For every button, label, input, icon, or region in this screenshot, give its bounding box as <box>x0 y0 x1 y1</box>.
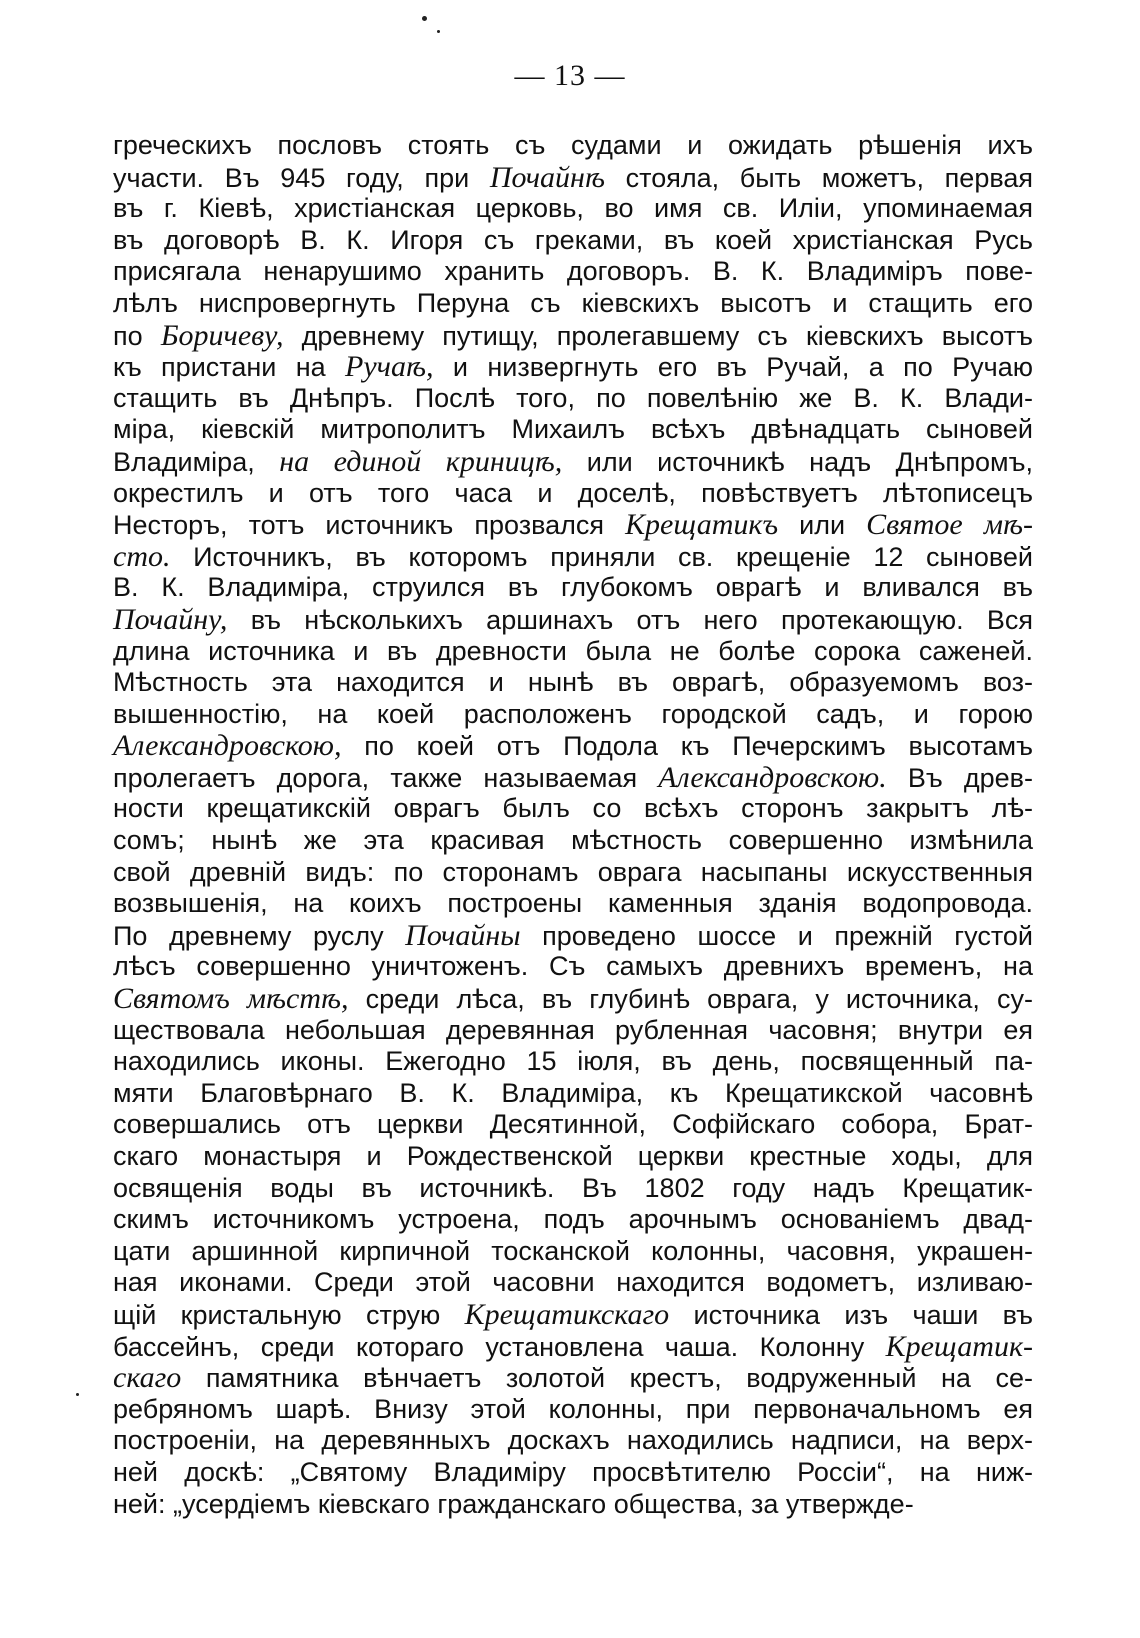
text-segment: памятника вѣнчаетъ золотой крестъ, водруженный на се- <box>181 1363 1033 1394</box>
text-line <box>113 478 1033 510</box>
text-segment: бассейнъ, среди котораго установлена чаша. Колонну <box>113 1331 886 1362</box>
text-line <box>113 888 1033 920</box>
text-line <box>113 1204 1033 1236</box>
text-line <box>113 730 1033 762</box>
text-line <box>113 1015 1033 1047</box>
text-segment: По древнему руслу <box>113 920 406 951</box>
text-segment: присягала ненарушимо хранить договоръ. В. К. Владиміръ пове- <box>113 256 1033 287</box>
text-segment: міра, кіевскій митрополитъ Михаилъ всѣхъ двѣнадцать сыновей <box>113 414 1033 445</box>
text-line <box>113 983 1033 1015</box>
text-segment: стащить въ Днѣпръ. Послѣ того, по повелѣнію же В. К. Влади- <box>113 382 1033 413</box>
text-segment: возвышенія, на коихъ построены каменныя зданія водопровода. <box>113 888 1033 919</box>
text-line <box>113 446 1033 478</box>
text-segment: стояла, быть можетъ, первая <box>604 162 1034 193</box>
italic-term: Святомъ мѣстѣ, <box>113 982 349 1016</box>
text-segment: древнему путищу, пролегавшему съ кіевскихъ высотъ <box>283 320 1033 351</box>
text-segment: ней доскѣ: „Святому Владиміру просвѣтителю Россіи“, на ниж- <box>113 1456 1033 1487</box>
text-line <box>113 1362 1033 1394</box>
text-line <box>113 1457 1033 1489</box>
text-segment: въ нѣсколькихъ аршинахъ отъ него протекающую. Вся <box>227 604 1033 635</box>
text-segment: въ г. Кіевѣ, христіанская церковь, во имя св. Иліи, упоминаемая <box>113 193 1033 224</box>
text-line <box>113 1141 1033 1173</box>
text-line <box>113 572 1033 604</box>
text-line <box>113 636 1033 668</box>
text-segment: участи. Въ 945 году, при <box>113 162 490 193</box>
italic-term: скаго <box>113 1361 182 1395</box>
text-segment: Мѣстность эта находится и нынѣ въ оврагѣ, образуемомъ воз- <box>113 667 1033 698</box>
text-line <box>113 1046 1033 1078</box>
text-segment: по <box>113 320 161 351</box>
text-segment: свой древній видъ: по сторонамъ оврага насыпаны искусственныя <box>113 856 1033 887</box>
italic-term: Крещатикъ <box>625 508 779 542</box>
text-line <box>113 1489 1033 1521</box>
text-line <box>113 320 1033 352</box>
text-line <box>113 1109 1033 1141</box>
italic-term: Александровскою. <box>658 760 887 794</box>
text-line <box>113 1173 1033 1205</box>
text-line <box>113 699 1033 731</box>
scan-speck <box>437 30 440 33</box>
italic-term: на единой криницѣ, <box>279 444 563 478</box>
text-line <box>113 288 1033 320</box>
scan-speck <box>422 16 427 21</box>
text-segment: скаго монастыря и Рождественской церкви крестные ходы, для <box>113 1141 1033 1171</box>
text-segment: пролегаетъ дорога, также называемая <box>113 762 659 793</box>
italic-term: сто. <box>113 539 171 573</box>
text-line <box>113 225 1033 257</box>
text-segment: мяти Благовѣрнаго В. К. Владиміра, къ Крещатикской часовнѣ <box>113 1077 1033 1108</box>
text-segment: или источникѣ надъ Днѣпромъ, <box>562 446 1033 477</box>
text-segment: цати аршинной кирпичной тосканской колонны, часовня, украшен- <box>113 1235 1033 1266</box>
text-line <box>113 857 1033 889</box>
text-segment: ности крещатикскій оврагъ былъ со всѣхъ сторонъ закрытъ лѣ- <box>113 793 1033 824</box>
text-segment: совершались отъ церкви Десятинной, Софійскаго собора, Брат- <box>113 1109 1033 1140</box>
text-segment: лѣсъ совершенно уничтоженъ. Съ самыхъ древнихъ временъ, на <box>113 951 1033 982</box>
text-segment: проведено шоссе и прежній густой <box>520 920 1033 951</box>
italic-term: Почайны <box>405 918 521 952</box>
text-line <box>113 1331 1033 1363</box>
text-line <box>113 1236 1033 1268</box>
italic-term: Ручаѣ, <box>345 350 434 384</box>
text-segment: ней: „усердіемъ кіевскаго гражданскаго общества, за утвержде- <box>113 1488 914 1519</box>
text-line <box>113 414 1033 446</box>
body-text <box>113 130 1033 1520</box>
text-line <box>113 351 1033 383</box>
text-segment: сомъ; нынѣ же эта красивая мѣстность совершенно измѣнила <box>113 825 1033 856</box>
text-segment: окрестилъ и отъ того часа и доселѣ, повѣствуетъ лѣтописецъ <box>113 477 1033 508</box>
text-segment: Источникъ, въ которомъ приняли св. крещеніе 12 сыновей <box>170 541 1033 572</box>
text-line <box>113 825 1033 857</box>
text-line <box>113 130 1033 162</box>
italic-term: Святое мѣ- <box>866 508 1033 542</box>
italic-term: Крещатик- <box>885 1329 1033 1363</box>
page-number: — 13 — <box>514 59 626 92</box>
text-segment: Въ древ- <box>886 762 1033 793</box>
text-segment: или <box>778 510 867 541</box>
text-line <box>113 793 1033 825</box>
text-segment: ществовала небольшая деревянная рубленная часовня; внутри ея <box>113 1014 1033 1045</box>
text-line <box>113 193 1033 225</box>
text-segment: и низвергнуть его въ Ручай, а по Ручаю <box>433 352 1033 383</box>
text-segment: находились иконы. Ежегодно 15 іюля, въ день, посвященный па- <box>113 1046 1033 1077</box>
text-segment: вышенностію, на коей расположенъ городской садъ, и горою <box>113 698 1033 729</box>
italic-term: Почайну, <box>113 602 228 636</box>
text-segment: по коей отъ Подола къ Печерскимъ высотамъ <box>341 731 1033 762</box>
text-line <box>113 383 1033 415</box>
text-line <box>113 1425 1033 1457</box>
text-segment: греческихъ пословъ стоять съ судами и ожидать рѣшенія ихъ <box>113 130 1033 160</box>
text-segment: источника изъ чаши въ <box>669 1299 1033 1330</box>
scan-speck <box>76 1393 79 1396</box>
text-segment: среди лѣса, въ глубинѣ оврага, у источника, су- <box>348 984 1033 1015</box>
text-line <box>113 1394 1033 1426</box>
text-segment: лѣлъ ниспровергнуть Перуна съ кіевскихъ высотъ и стащить его <box>113 287 1033 318</box>
text-line <box>113 162 1033 194</box>
text-line <box>113 509 1033 541</box>
text-segment: скимъ источникомъ устроена, подъ арочнымъ основаніемъ двад- <box>113 1204 1033 1235</box>
text-segment: ная иконами. Среди этой часовни находится водометъ, изливаю- <box>113 1267 1033 1298</box>
text-line <box>113 541 1033 573</box>
text-segment: ребряномъ шарѣ. Внизу этой колонны, при первоначальномъ ея <box>113 1393 1033 1424</box>
text-line <box>113 604 1033 636</box>
text-line <box>113 762 1033 794</box>
italic-term: Крещатикскаго <box>464 1297 670 1331</box>
text-segment: Несторъ, тотъ источникъ прозвался <box>113 510 626 541</box>
text-segment: В. К. Владиміра, струился въ глубокомъ оврагѣ и вливался въ <box>113 572 1033 603</box>
text-segment: щій кристальную струю <box>113 1299 465 1330</box>
italic-term: Боричеву, <box>160 318 284 352</box>
text-line <box>113 1078 1033 1110</box>
text-segment: освященія воды въ источникѣ. Въ 1802 году надъ Крещатик- <box>113 1172 1033 1203</box>
text-line <box>113 1299 1033 1331</box>
text-segment: построеніи, на деревянныхъ доскахъ находились надписи, на верх- <box>113 1425 1033 1456</box>
italic-term: Александровскою, <box>113 729 342 763</box>
text-line <box>113 256 1033 288</box>
text-segment: длина источника и въ древности была не болѣе сорока саженей. <box>113 635 1033 666</box>
italic-term: Почайнѣ <box>489 160 605 194</box>
text-segment: Владиміра, <box>113 446 280 477</box>
text-line <box>113 920 1033 952</box>
text-line <box>113 1267 1033 1299</box>
text-segment: въ договорѣ В. К. Игоря съ греками, въ коей христіанская Русь <box>113 224 1033 255</box>
text-line <box>113 667 1033 699</box>
text-segment: къ пристани на <box>113 352 346 383</box>
text-line <box>113 951 1033 983</box>
